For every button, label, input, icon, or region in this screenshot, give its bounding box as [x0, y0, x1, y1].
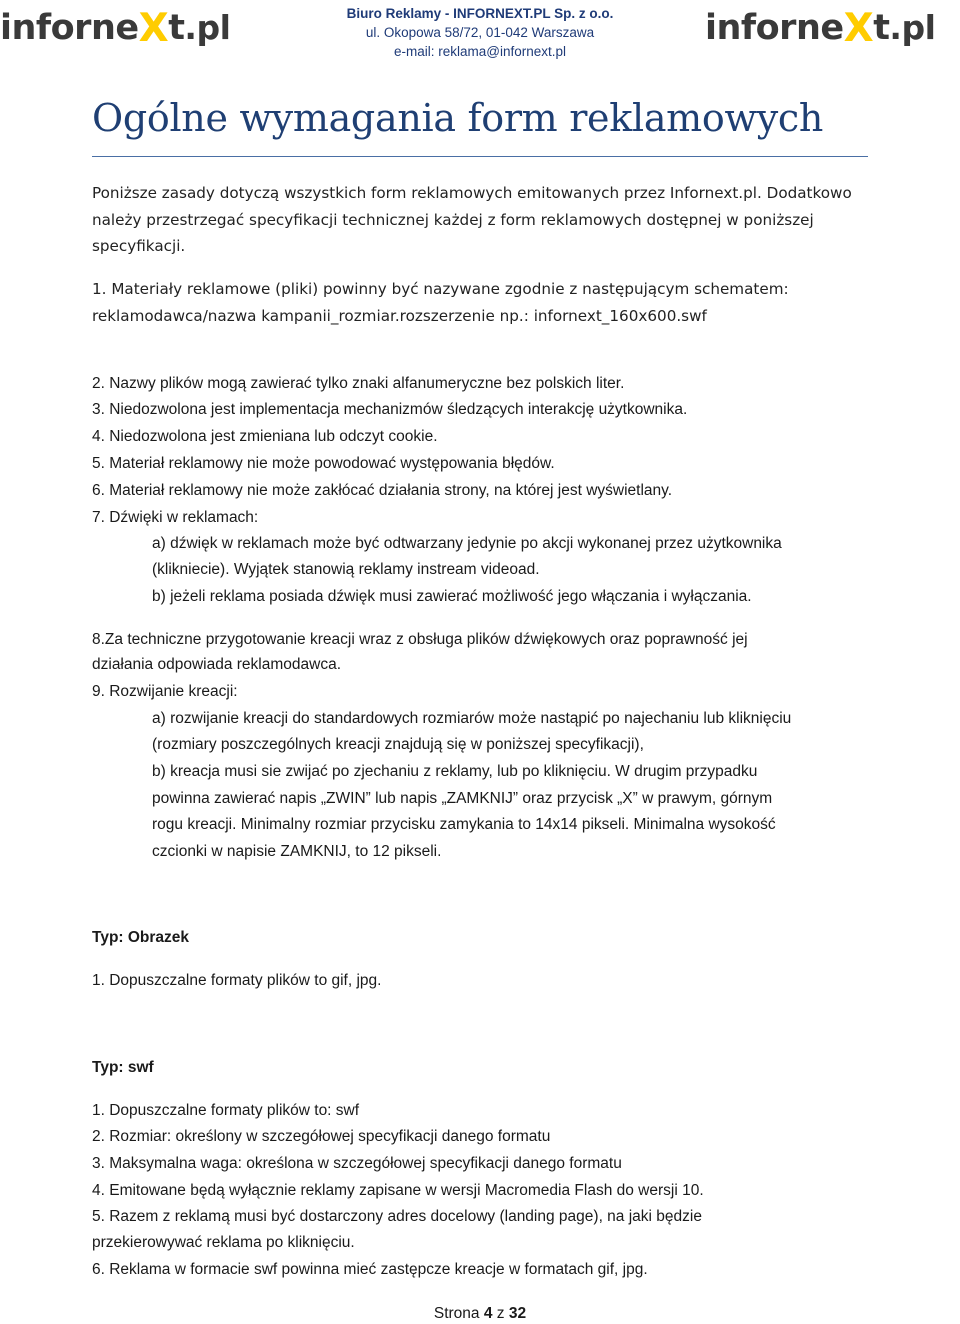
- rule-item: 7. Dźwięki w reklamach:: [92, 509, 259, 526]
- rule-item: 3. Niedozwolona jest implementacja mechanizmów śledzących interakcję użytkownika.: [92, 401, 688, 418]
- company-name: Biuro Reklamy - INFORNEXT.PL Sp. z o.o.: [346, 6, 614, 21]
- swf-item: 6. Reklama w formacie swf powinna mieć zastępcze kreacje w formatach gif, jpg.: [92, 1261, 648, 1278]
- swf-item: 1. Dopuszczalne formaty plików to: swf: [92, 1102, 360, 1119]
- footer-page-total: 32: [508, 1305, 527, 1322]
- rule-subitem: a) rozwijanie kreacji do standardowych rozmiarów może nastąpić po najechaniu lub kliknięciu: [152, 710, 792, 727]
- company-address: ul. Okopowa 58/72, 01-042 Warszawa: [365, 25, 595, 40]
- logo-tld: .pl: [889, 8, 936, 47]
- infornext-logo: [0, 4, 230, 50]
- rule-subitem: (rozmiary poszczególnych kreacji znajdują się w poniższej specyfikacji),: [152, 736, 644, 753]
- rule-item: 4. Niedozwolona jest zmieniana lub odczyt cookie.: [92, 428, 438, 445]
- footer-separator: z: [496, 1305, 505, 1322]
- logo-tld: .pl: [184, 8, 231, 47]
- footer-prefix: Strona: [433, 1305, 480, 1322]
- logo-text: t: [168, 8, 185, 48]
- rule-subitem: czcionki w napisie ZAMKNIJ, to 12 pikseli.: [152, 843, 442, 860]
- rule-subitem: b) kreacja musi sie zwijać po zjechaniu z reklamy, lub po kliknięciu. W drugim przypadku: [152, 763, 758, 780]
- logo-text: ne: [795, 8, 844, 48]
- company-email: e-mail: reklama@infornext.pl: [393, 44, 566, 59]
- rule-subitem: rogu kreacji. Minimalny rozmiar przycisku zamykania to 14x14 pikseli. Minimalna wysokość: [152, 816, 776, 833]
- logo-text: t: [873, 8, 890, 48]
- footer-page-number: 4: [483, 1305, 493, 1322]
- swf-item: 4. Emitowane będą wyłącznie reklamy zapisane w wersji Macromedia Flash do wersji 10.: [92, 1182, 704, 1199]
- swf-item: 5. Razem z reklamą musi być dostarczony adres docelowy (landing page), na jaki będzie: [92, 1208, 702, 1225]
- logo-x-mark: X: [138, 6, 169, 51]
- rule-subitem: a) dźwięk w reklamach może być odtwarzany jedynie po akcji wykonanej przez użytkownika: [152, 535, 782, 552]
- logo-text: infor: [0, 8, 91, 48]
- rule-item: 9. Rozwijanie kreacji:: [92, 683, 238, 700]
- section-heading-obrazek: Typ: Obrazek: [92, 929, 190, 946]
- rule-item: 2. Nazwy plików mogą zawierać tylko znaki alfanumeryczne bez polskich liter.: [92, 375, 625, 392]
- rule-subitem: powinna zawierać napis „ZWIN” lub napis „ZAMKNIJ” oraz przycisk „X” w prawym, górnym: [152, 790, 773, 807]
- logo-text: infor: [705, 8, 796, 48]
- rule-1-paragraph: 1. Materiały reklamowe (pliki) powinny być nazywane zgodnie z następującym schematem: reklamodawca/nazwa kampanii_rozmiar.rozszerzenie np.: infornext_160x600.swf: [92, 280, 789, 325]
- swf-item: 3. Maksymalna waga: określona w szczegółowej specyfikacji danego formatu: [92, 1155, 622, 1172]
- page-title: Ogólne wymagania form reklamowych: [92, 96, 824, 140]
- rule-item: działania odpowiada reklamodawca.: [92, 656, 342, 673]
- title-divider: [92, 156, 868, 157]
- obrazek-item: 1. Dopuszczalne formaty plików to gif, jpg.: [92, 972, 382, 989]
- page-header: [0, 0, 960, 60]
- swf-item: przekierowywać reklama po kliknięciu.: [92, 1234, 355, 1251]
- intro-paragraph: Poniższe zasady dotyczą wszystkich form reklamowych emitowanych przez Infornext.pl. Dodatkowo należy przestrzegać specyfikacji technicznej każdej z form reklamowych dostępnej w poniższej specyfikacji.: [92, 184, 852, 255]
- rule-subitem: b) jeżeli reklama posiada dźwięk musi zawierać możliwość jego włączania i wyłączania.: [152, 588, 752, 605]
- page-footer: [0, 1305, 960, 1323]
- logo-x-mark: X: [843, 6, 874, 51]
- rule-item: 8.Za techniczne przygotowanie kreacji wraz z obsługa plików dźwiękowych oraz poprawność jej: [92, 631, 748, 648]
- rule-subitem: (klikniecie). Wyjątek stanowią reklamy instream videoad.: [152, 561, 540, 578]
- infornext-logo: [705, 4, 935, 50]
- company-info: [300, 4, 660, 61]
- rule-item: 6. Materiał reklamowy nie może zakłócać działania strony, na której jest wyświetlany.: [92, 482, 673, 499]
- section-heading-swf: Typ: swf: [92, 1059, 154, 1076]
- logo-text: ne: [90, 8, 139, 48]
- rule-item: 5. Materiał reklamowy nie może powodować występowania błędów.: [92, 455, 555, 472]
- swf-item: 2. Rozmiar: określony w szczegółowej specyfikacji danego formatu: [92, 1128, 551, 1145]
